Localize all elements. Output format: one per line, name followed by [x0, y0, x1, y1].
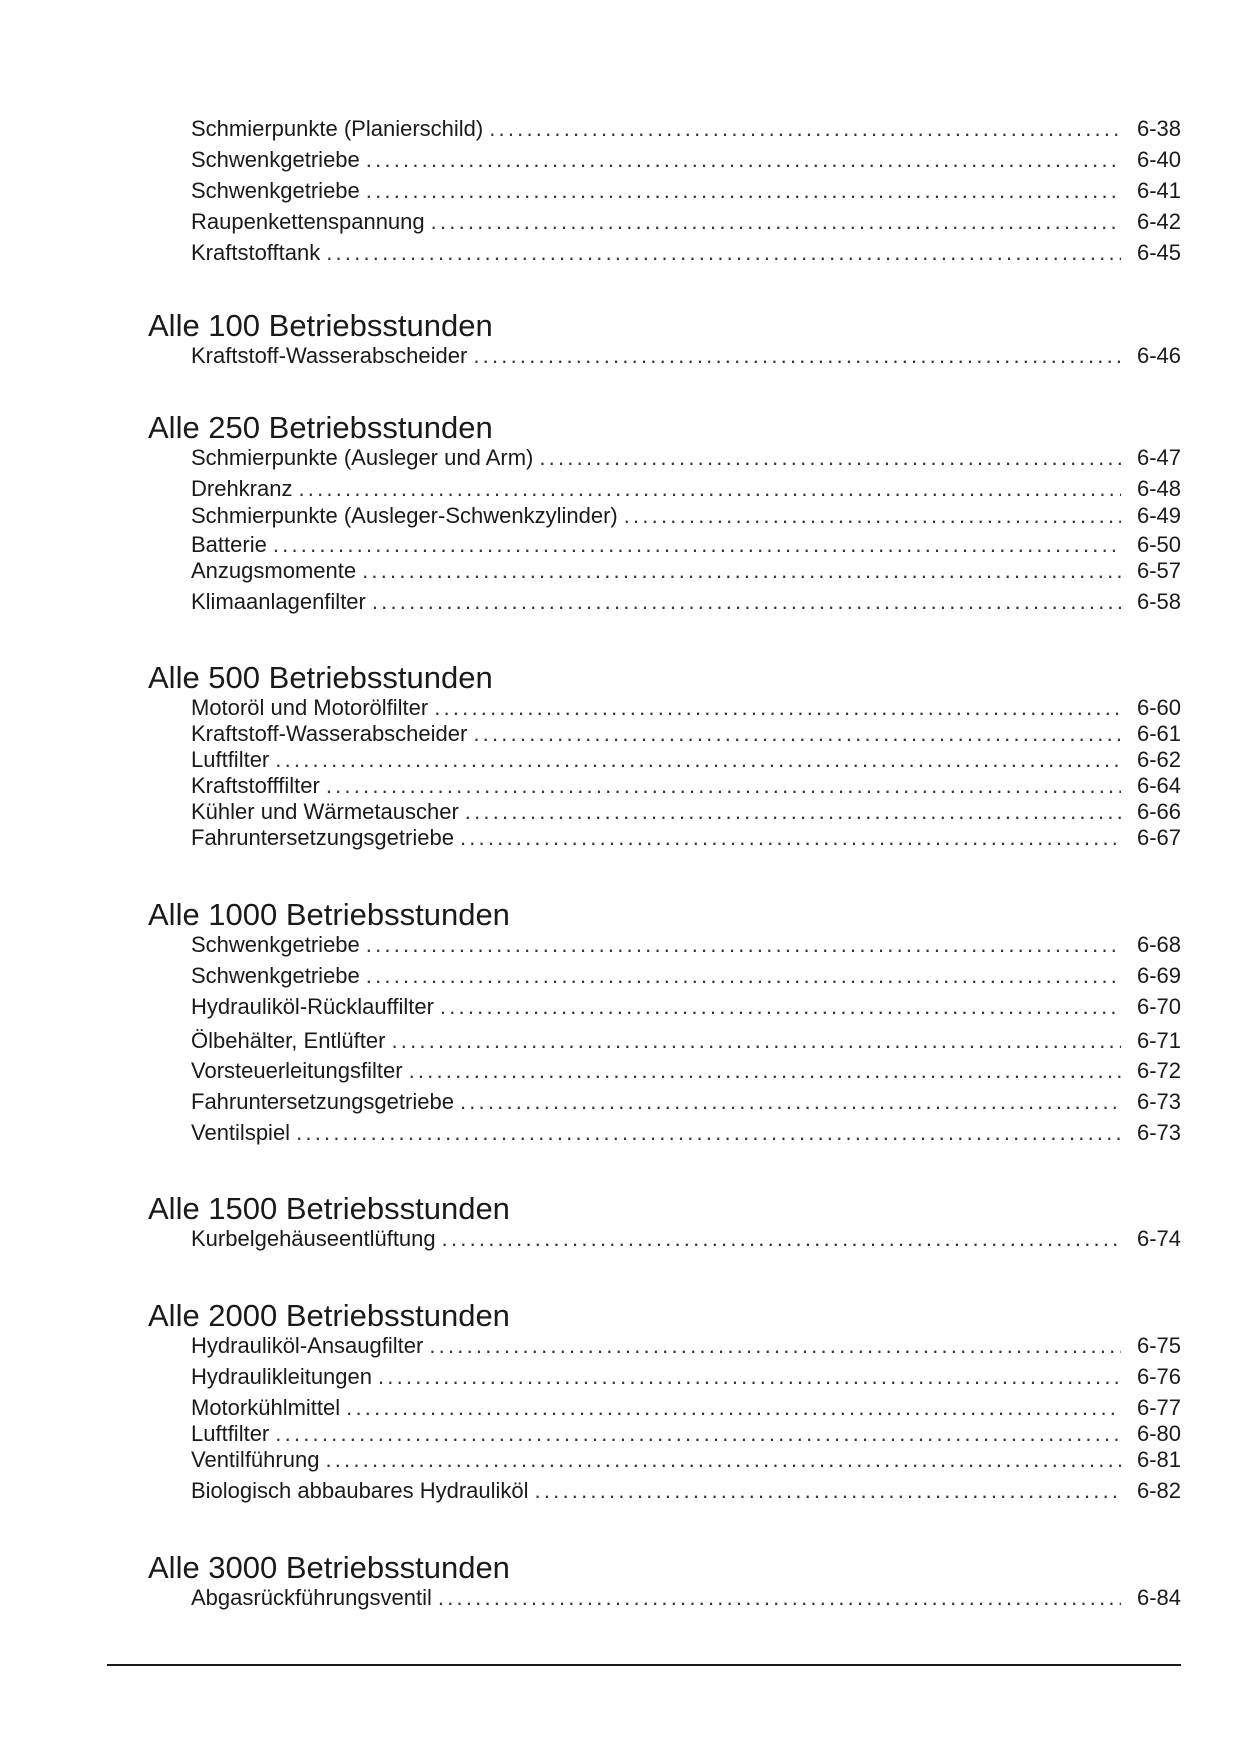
entry-page: 6-40 — [1136, 147, 1181, 172]
entry-title: Schmierpunkte (Planierschild) — [191, 116, 484, 141]
dot-leader — [535, 1478, 1121, 1504]
entry-page: 6-73 — [1136, 1120, 1181, 1145]
entry-page: 6-41 — [1136, 178, 1181, 203]
entry-title: Fahruntersetzungsgetriebe — [191, 1089, 454, 1114]
dot-leader — [465, 799, 1121, 825]
entry-page: 6-46 — [1136, 343, 1181, 368]
entry-title: Raupenkettenspannung — [191, 209, 425, 234]
dot-leader — [473, 343, 1121, 369]
dot-leader — [326, 773, 1121, 799]
footer-rule — [107, 1664, 1181, 1666]
entry-title: Kraftstofffilter — [191, 773, 320, 798]
entry-page: 6-58 — [1136, 589, 1181, 614]
entry-title: Klimaanlagenfilter — [191, 589, 366, 614]
entry-title: Anzugsmomente — [191, 558, 357, 583]
entry-page: 6-82 — [1136, 1478, 1181, 1503]
entry-title: Motorkühlmittel — [191, 1395, 341, 1420]
entry-title: Vorsteuerleitungsfilter — [191, 1058, 403, 1083]
dot-leader — [372, 589, 1121, 615]
toc-entry[interactable] — [191, 1447, 1181, 1473]
entry-page: 6-42 — [1136, 209, 1181, 234]
dot-leader — [460, 1089, 1121, 1115]
entry-page: 6-49 — [1136, 503, 1181, 528]
section-heading: Alle 1000 Betriebsstunden — [148, 897, 510, 932]
dot-leader — [434, 695, 1121, 721]
entry-page: 6-70 — [1136, 994, 1181, 1019]
entry-title: Batterie — [191, 532, 267, 557]
toc-entry[interactable] — [191, 994, 1181, 1020]
toc-entry[interactable] — [191, 445, 1181, 471]
entry-title: Schwenkgetriebe — [191, 178, 360, 203]
entry-page: 6-47 — [1136, 445, 1181, 470]
entry-title: Fahruntersetzungsgetriebe — [191, 825, 454, 850]
entry-title: Schwenkgetriebe — [191, 147, 360, 172]
entry-page: 6-84 — [1136, 1585, 1181, 1610]
dot-leader — [275, 747, 1121, 773]
toc-entry[interactable] — [191, 209, 1181, 235]
dot-leader — [442, 1226, 1121, 1252]
toc-entry[interactable] — [191, 1395, 1181, 1421]
entry-page: 6-74 — [1136, 1226, 1181, 1251]
dot-leader — [366, 963, 1121, 989]
section-heading: Alle 1500 Betriebsstunden — [148, 1191, 510, 1226]
entry-title: Kraftstoff-Wasserabscheider — [191, 343, 468, 368]
entry-title: Abgasrückführungsventil — [191, 1585, 432, 1610]
dot-leader — [366, 147, 1121, 173]
entry-title: Schwenkgetriebe — [191, 932, 360, 957]
entry-title: Ventilführung — [191, 1447, 320, 1472]
dot-leader — [624, 503, 1121, 529]
entry-title: Luftfilter — [191, 747, 270, 772]
entry-page: 6-76 — [1136, 1364, 1181, 1389]
entry-title: Kühler und Wärmetauscher — [191, 799, 459, 824]
toc-entry[interactable] — [191, 773, 1181, 799]
toc-entry[interactable] — [191, 503, 1181, 529]
entry-page: 6-48 — [1136, 476, 1181, 501]
entry-title: Ölbehälter, Entlüfter — [191, 1028, 386, 1053]
entry-page: 6-72 — [1136, 1058, 1181, 1083]
entry-title: Hydraulikleitungen — [191, 1364, 372, 1389]
dot-leader — [366, 932, 1121, 958]
section-heading: Alle 3000 Betriebsstunden — [148, 1550, 510, 1585]
dot-leader — [326, 240, 1121, 266]
entry-page: 6-45 — [1136, 240, 1181, 265]
dot-leader — [296, 1120, 1121, 1146]
dot-leader — [438, 1585, 1121, 1611]
entry-page: 6-77 — [1136, 1395, 1181, 1420]
dot-leader — [460, 825, 1121, 851]
entry-title: Ventilspiel — [191, 1120, 291, 1145]
toc-entry[interactable] — [191, 240, 1181, 266]
toc-entry[interactable] — [191, 721, 1181, 747]
entry-page: 6-67 — [1136, 825, 1181, 850]
toc-entry[interactable] — [191, 1028, 1181, 1054]
dot-leader — [346, 1395, 1121, 1421]
toc-entry[interactable] — [191, 147, 1181, 173]
toc-entry[interactable] — [191, 932, 1181, 958]
toc-entry[interactable] — [191, 1120, 1181, 1146]
toc-entry[interactable] — [191, 532, 1181, 558]
entry-title: Drehkranz — [191, 476, 293, 501]
entry-title: Luftfilter — [191, 1421, 270, 1446]
entry-title: Hydrauliköl-Rücklauffilter — [191, 994, 434, 1019]
toc-entry[interactable] — [191, 1333, 1181, 1359]
dot-leader — [366, 178, 1121, 204]
entry-page: 6-62 — [1136, 747, 1181, 772]
toc-entry[interactable] — [191, 1364, 1181, 1390]
entry-title: Kurbelgehäuseentlüftung — [191, 1226, 436, 1251]
dot-leader — [391, 1028, 1121, 1054]
dot-leader — [298, 476, 1121, 502]
entry-page: 6-64 — [1136, 773, 1181, 798]
dot-leader — [431, 209, 1121, 235]
toc-entry[interactable] — [191, 558, 1181, 584]
entry-page: 6-73 — [1136, 1089, 1181, 1114]
toc-entry[interactable] — [191, 178, 1181, 204]
dot-leader — [325, 1447, 1121, 1473]
dot-leader — [273, 532, 1121, 558]
dot-leader — [473, 721, 1121, 747]
toc-entry[interactable] — [191, 343, 1181, 369]
toc-entry[interactable] — [191, 1058, 1181, 1084]
entry-page: 6-38 — [1136, 116, 1181, 141]
entry-page: 6-71 — [1136, 1028, 1181, 1053]
toc-entry[interactable] — [191, 1585, 1181, 1611]
entry-title: Schmierpunkte (Ausleger-Schwenkzylinder) — [191, 503, 618, 528]
section-heading: Alle 2000 Betriebsstunden — [148, 1298, 510, 1333]
entry-page: 6-80 — [1136, 1421, 1181, 1446]
entry-page: 6-60 — [1136, 695, 1181, 720]
toc-entry[interactable] — [191, 1226, 1181, 1252]
toc-entry[interactable] — [191, 1478, 1181, 1504]
toc-entry[interactable] — [191, 1089, 1181, 1115]
entry-page: 6-69 — [1136, 963, 1181, 988]
toc-entry[interactable] — [191, 747, 1181, 773]
dot-leader — [539, 445, 1121, 471]
dot-leader — [489, 116, 1121, 142]
entry-page: 6-57 — [1136, 558, 1181, 583]
toc-entry[interactable] — [191, 476, 1181, 502]
entry-title: Motoröl und Motorölfilter — [191, 695, 429, 720]
dot-leader — [362, 558, 1121, 584]
dot-leader — [275, 1421, 1121, 1447]
toc-entry[interactable] — [191, 589, 1181, 615]
dot-leader — [378, 1364, 1121, 1390]
entry-page: 6-81 — [1136, 1447, 1181, 1472]
section-heading: Alle 500 Betriebsstunden — [148, 660, 493, 695]
entry-title: Schmierpunkte (Ausleger und Arm) — [191, 445, 534, 470]
entry-title: Biologisch abbaubares Hydrauliköl — [191, 1478, 529, 1503]
entry-page: 6-66 — [1136, 799, 1181, 824]
section-heading: Alle 250 Betriebsstunden — [148, 410, 493, 445]
entry-title: Kraftstoff-Wasserabscheider — [191, 721, 468, 746]
toc-entry[interactable] — [191, 825, 1181, 851]
section-heading: Alle 100 Betriebsstunden — [148, 308, 493, 343]
toc-entry[interactable] — [191, 695, 1181, 721]
toc-entry[interactable] — [191, 963, 1181, 989]
entry-title: Schwenkgetriebe — [191, 963, 360, 988]
entry-title: Hydrauliköl-Ansaugfilter — [191, 1333, 424, 1358]
toc-entry[interactable] — [191, 1421, 1181, 1447]
entry-page: 6-75 — [1136, 1333, 1181, 1358]
toc-entry[interactable] — [191, 799, 1181, 825]
toc-entry[interactable] — [191, 116, 1181, 142]
entry-title: Kraftstofftank — [191, 240, 321, 265]
dot-leader — [440, 994, 1121, 1020]
dot-leader — [409, 1058, 1121, 1084]
entry-page: 6-68 — [1136, 932, 1181, 957]
entry-page: 6-50 — [1136, 532, 1181, 557]
entry-page: 6-61 — [1136, 721, 1181, 746]
dot-leader — [429, 1333, 1121, 1359]
